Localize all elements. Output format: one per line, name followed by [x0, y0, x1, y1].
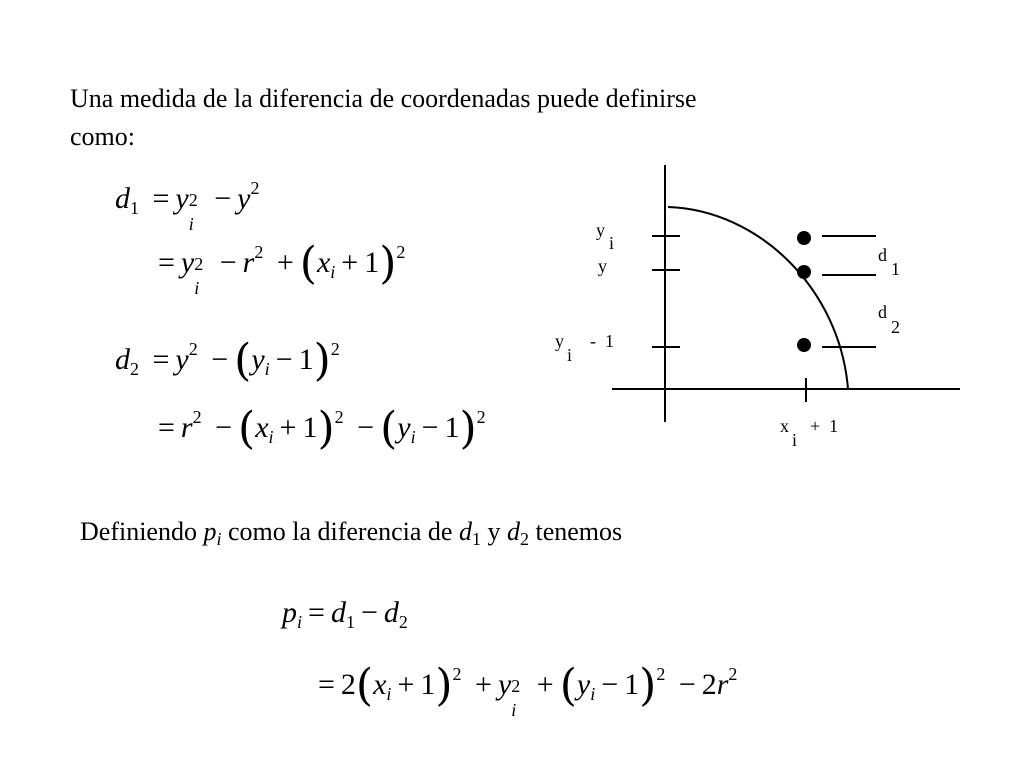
equation-d1-line-1: $d_1 = y$ 2 i − $y^2$	[115, 178, 260, 234]
label-yi-minus-rest: - 1	[590, 331, 614, 351]
pixel-dot-lower	[797, 338, 811, 352]
equation-d2-line-1: $d_2 = y^2 - (y_i - 1)^2$	[115, 335, 340, 386]
label-x: x	[780, 416, 789, 436]
label-y: y	[598, 256, 607, 276]
pixel-dot-middle	[797, 265, 811, 279]
label-yi-sub: i	[609, 233, 615, 253]
d1-symbol: d	[115, 182, 130, 215]
label-d2-sub: 2	[891, 317, 900, 337]
label-d1-sub: 1	[891, 259, 900, 279]
equation-d2-line-2: = $r^2 - (x_i + 1)^2 - (y_i - 1)^2$	[158, 403, 486, 454]
equation-d1-line-2: = y 2 i − $r^2 + (x_i + 1)^2$	[158, 238, 406, 298]
label-yi-minus-sub: i	[567, 345, 573, 365]
label-d2: d	[878, 302, 887, 322]
defining-sentence: Definiendo pi como la diferencia de d1 y d2 tenemos	[80, 517, 623, 549]
equation-pi-line-1: $p_i = d_1 - d_2$	[282, 596, 408, 632]
label-yi-minus: y	[555, 331, 564, 351]
label-x-sub: i	[792, 430, 798, 450]
label-yi: y	[596, 220, 605, 240]
label-d1: d	[878, 245, 887, 265]
pixel-dot-upper	[797, 231, 811, 245]
intro-line-1: Una medida de la diferencia de coordenadas puede definirse	[70, 84, 697, 113]
equation-pi-line-2: = $2(x_i + 1)^2 + y$ 2 i + $(y_i - 1)^2 - 2r^2$	[318, 660, 738, 720]
d2-subscript: 2	[130, 359, 139, 379]
d2-symbol: d	[115, 343, 130, 376]
label-x-rest: + 1	[810, 416, 839, 436]
d1-subscript: 1	[130, 198, 139, 218]
circle-arc	[668, 207, 848, 389]
intro-line-2: como:	[70, 122, 135, 151]
